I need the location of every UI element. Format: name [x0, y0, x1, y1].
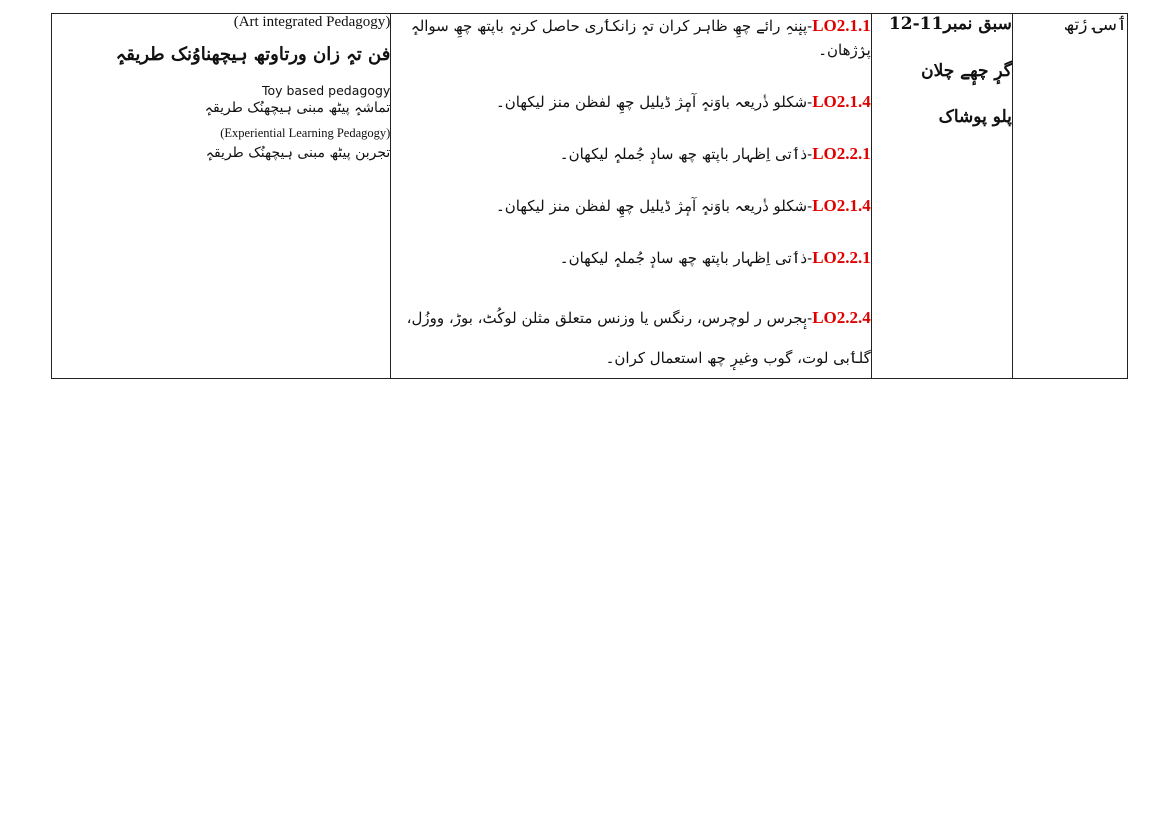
outcome-text: -بٕجرس ر لوچرس، رنگس یا وزنس متعلق مثلن لوکُٹ، بوڑ، ووزُل، گلٲبی لوت، گوب وغیرٕ چھ استعمال کران۔ — [406, 309, 871, 367]
toy-based-urdu: تماشہٕ پیٹھ مبنی ہیچھنُک طریقہٕ — [204, 100, 391, 116]
learning-outcomes-cell — [391, 14, 871, 379]
theme-cell — [1012, 14, 1127, 379]
outcome-item — [391, 298, 870, 378]
experiential-label: (Experiential Learning Pedagogy) — [220, 126, 391, 140]
art-integrated-urdu: فن تہٕ زان ورتاوتھ ہیچھناوُنک طریقہٕ — [115, 44, 391, 65]
outcome-item — [391, 142, 870, 166]
outcome-code: LO2.2.1 — [812, 248, 871, 267]
theme-title: ٲسۍ رٔتھ — [1063, 15, 1127, 35]
lesson-title-2: پلو پوشاک — [938, 107, 1012, 127]
outcome-code: LO2.1.4 — [812, 92, 871, 111]
lesson-plan-table — [51, 13, 1128, 379]
outcome-code: LO2.2.1 — [812, 144, 871, 163]
outcome-code: LO2.1.4 — [812, 196, 871, 215]
experiential-urdu: تجربن پیٹھ مبنی ہیچھنُک طریقہٕ — [205, 145, 391, 161]
outcome-code: LO2.2.4 — [812, 308, 871, 327]
outcome-text: -ذٲتی اِظہار باپتھ چھ سادٕ جُملہٕ لیکھان۔ — [559, 249, 813, 267]
lesson-title-1: گرٕ چھٕے چلان — [921, 61, 1012, 81]
outcome-item — [391, 90, 870, 114]
pedagogy-cell — [52, 14, 391, 379]
lesson-number: سبق نمبر11-12 — [888, 14, 1012, 34]
toy-based-label: Toy based pedagogy — [261, 83, 391, 98]
outcome-text: -شکلو ذٔریعہ باوَنہٕ آمٕژ ڈیلیل چھِ لفظن منز لیکھان۔ — [496, 197, 813, 215]
table-row — [52, 14, 1128, 379]
outcome-text: -شکلو ذٔریعہ باوَنہٕ آمٕژ ڈیلیل چھِ لفظن منز لیکھان۔ — [496, 93, 813, 111]
outcome-item — [391, 14, 870, 62]
outcome-text: -پنٕنہِ رائے چھِ ظاہر کران تہٕ زانکٲری حاصل کرنہٕ باپتھ چھِ سوالہٕ پرٛژھان۔ — [410, 17, 871, 59]
lesson-cell — [871, 14, 1012, 379]
art-integrated-label: (Art integrated Pedagogy) — [233, 14, 391, 30]
outcome-item — [391, 246, 870, 270]
outcome-code: LO2.1.1 — [812, 16, 871, 35]
outcome-item — [391, 194, 870, 218]
outcome-text: -ذٲتی اِظہار باپتھ چھ سادٕ جُملہٕ لیکھان۔ — [559, 145, 813, 163]
